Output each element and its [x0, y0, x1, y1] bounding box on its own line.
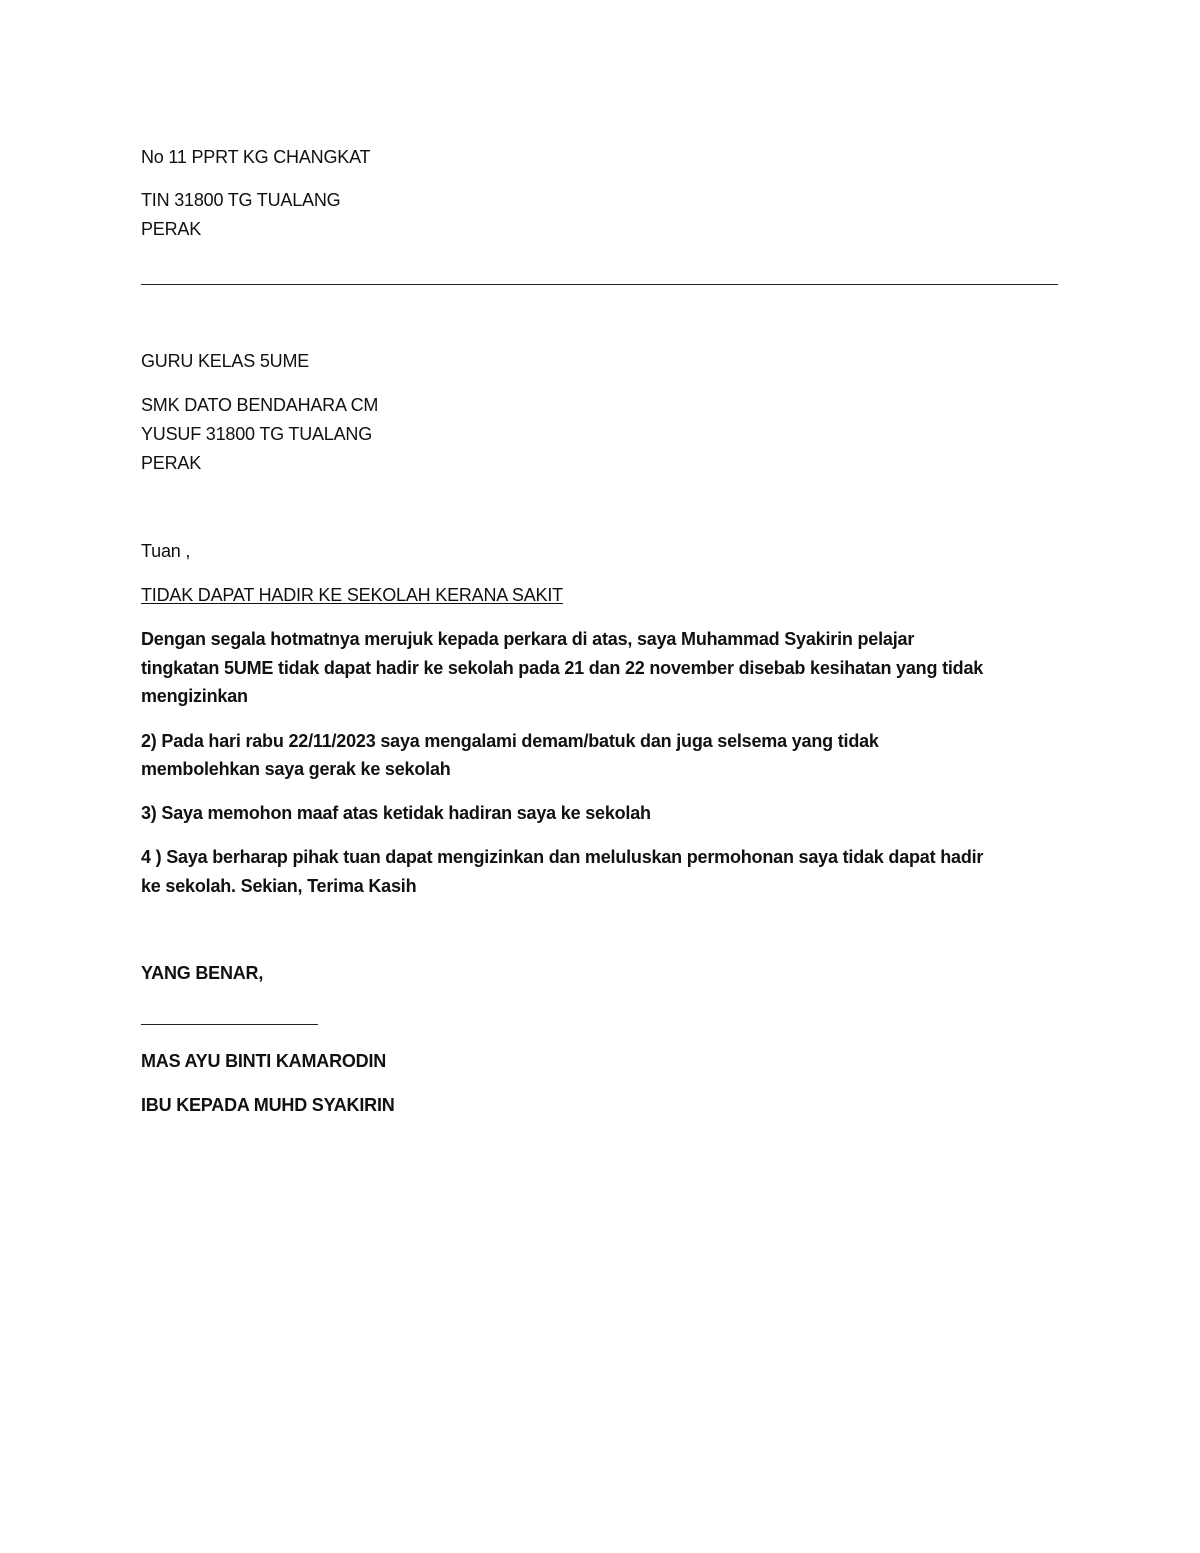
paragraph-2-line-2: membolehkan saya gerak ke sekolah — [141, 759, 451, 779]
paragraph-2-line-1: 2) Pada hari rabu 22/11/2023 saya mengalami demam/batuk dan juga selsema yang tidak — [141, 731, 879, 751]
sender-address-line-2: TIN 31800 TG TUALANG — [141, 190, 341, 210]
signature-line — [141, 1024, 318, 1025]
signatory-name: MAS AYU BINTI KAMARODIN — [141, 1051, 387, 1071]
sender-address-line-1: No 11 PPRT KG CHANGKAT — [141, 147, 371, 167]
sender-address-line-3: PERAK — [141, 219, 202, 239]
paragraph-1-line-2: tingkatan 5UME tidak dapat hadir ke sekolah pada 21 dan 22 november disebab kesihatan yang tidak — [141, 658, 984, 678]
paragraph-3-line-1: 3) Saya memohon maaf atas ketidak hadiran saya ke sekolah — [141, 803, 651, 823]
paragraph-1-line-3: mengizinkan — [141, 686, 248, 706]
recipient-address-line-3: YUSUF 31800 TG TUALANG — [141, 424, 373, 444]
recipient-address-line-1: GURU KELAS 5UME — [141, 351, 310, 371]
paragraph-4-line-2: ke sekolah. Sekian, Terima Kasih — [141, 876, 417, 896]
recipient-address-line-2: SMK DATO BENDAHARA CM — [141, 395, 379, 415]
signatory-relation: IBU KEPADA MUHD SYAKIRIN — [141, 1095, 395, 1115]
salutation: Tuan , — [141, 541, 191, 561]
paragraph-1-line-1: Dengan segala hotmatnya merujuk kepada perkara di atas, saya Muhammad Syakirin pelajar — [141, 629, 915, 649]
header-divider — [141, 284, 1058, 285]
paragraph-4-line-1: 4 ) Saya berharap pihak tuan dapat mengizinkan dan meluluskan permohonan saya tidak dapat hadir — [141, 847, 984, 867]
subject-heading: TIDAK DAPAT HADIR KE SEKOLAH KERANA SAKIT — [141, 585, 563, 605]
valediction: YANG BENAR, — [141, 963, 264, 983]
recipient-address-line-4: PERAK — [141, 453, 202, 473]
